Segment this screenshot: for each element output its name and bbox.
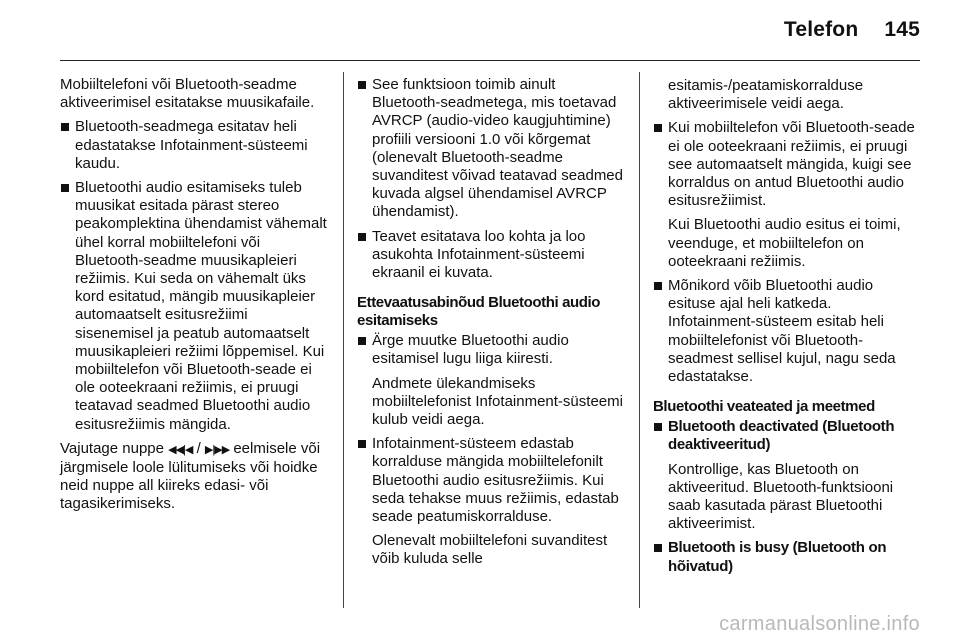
bullet-item: Mõnikord võib Bluetoothi audio esituse ajal heli katkeda. Infotainment-süsteem esitab heli mobiiltelefonist või Bluetooth-seadmest sellisel kujul, nagu seda edastatakse. [653, 277, 921, 386]
page-number: 145 [884, 18, 920, 41]
bullet-item: Kui mobiiltelefon või Bluetooth-seade ei ole ooteekraani režiimis, ei pruugi see automaatselt mängida, kuigi see korraldus on antud Bluetoothi audio esitusrežiimist. [653, 119, 921, 210]
column-3 [653, 77, 921, 582]
section-heading: Ettevaatusabinõud Bluetoothi audio esitamiseks [357, 294, 601, 330]
skip-forward-icon: ▶|▶▶ [204, 443, 230, 456]
bullet-item: Bluetoothi audio esitamiseks tuleb muusikat esitada pärast stereo peakomplektina ühendamist vähemalt ühel korral mobiiltelefoni või Bluetooth-seadme muusikapleieri režiimis. Kui seda on vähemalt üks kord esitatud, mängib muusikapleier automaatselt esitusrežiimi sisenemisel ja peatub automaatselt muusikapleieri režiimi lõppemisel. Kui mobiiltelefon või Bluetooth-seade ei ole ooteekraani režiimis, ei pruugi teatavad seadmed Bluetoothi audio esitusrežiimis mängida. [60, 179, 328, 434]
bullet-item: See funktsioon toimib ainult Bluetooth-seadmetega, mis toetavad AVRCP (audio-video kaugjuhtimine) profiili versiooni 1.0 või kõrgemat (olenevalt Bluetooth-seadme suvanditest võivad teatavad seadmed kuvada algsel ühendamisel AVRCP ühendamist). [357, 76, 625, 222]
header-rule [60, 60, 920, 61]
skip-text-pre: Vajutage nuppe [60, 439, 164, 457]
bullet-item-error: Bluetooth is busy (Bluetooth on hõivatud) [653, 539, 921, 575]
bullet-continuation: Olenevalt mobiiltelefoni suvanditest võib kuluda selle [372, 532, 608, 568]
intro-paragraph: Mobiiltelefoni või Bluetooth-seadme aktiveerimisel esitatakse muusikafaile. [60, 76, 315, 112]
page-header [784, 18, 920, 42]
section-heading: Bluetoothi veateated ja meetmed [653, 398, 875, 416]
skip-instructions [60, 440, 328, 514]
bullet-item: Infotainment-süsteem edastab korralduse mängida mobiiltelefonilt Bluetoothi audio esitusrežiimis. Kui seda tehakse muus režiimis, edastab seade peatumiskorralduse. [357, 435, 625, 526]
column-2 [357, 76, 625, 575]
bullet-item: Ärge muutke Bluetoothi audio esitamisel lugu liiga kiiresti. [357, 332, 625, 368]
skip-separator: / [196, 439, 201, 457]
bullet-continuation: Kontrollige, kas Bluetooth on aktiveeritud. Bluetooth-funktsiooni saab kasutada pärast Bluetoothi aktiveerimist. [668, 460, 894, 533]
watermark: carmanualsonline.info [719, 613, 920, 635]
skip-back-icon: ◀◀|◀ [168, 443, 193, 456]
bullet-item-error: Bluetooth deactivated (Bluetooth deaktiveeritud) [653, 418, 921, 454]
bullet-continuation: Andmete ülekandmiseks mobiiltelefonist Infotainment-süsteemi kulub veidi aega. [372, 374, 623, 429]
bullet-item: Bluetooth-seadmega esitatav heli edastatakse Infotainment-süsteemi kaudu. [60, 118, 328, 173]
column-divider-2 [639, 72, 640, 608]
skip-text-post: eelmisele või järgmisele loole lülitumiseks või hoidke neid nuppe all kiireks edasi- või tagasikerimiseks. [60, 439, 321, 513]
carryover-text: esitamis-/peatamiskorralduse aktiveerimisele veidi aega. [668, 77, 864, 113]
bullet-item: Teavet esitatava loo kohta ja loo asukohta Infotainment-süsteemi ekraanil ei kuvata. [357, 228, 625, 283]
column-1 [60, 76, 328, 520]
bullet-continuation: Kui Bluetoothi audio esitus ei toimi, veenduge, et mobiiltelefon on ooteekraani režiimis. [668, 216, 901, 270]
column-divider-1 [343, 72, 344, 608]
page-title: Telefon [783, 18, 859, 41]
